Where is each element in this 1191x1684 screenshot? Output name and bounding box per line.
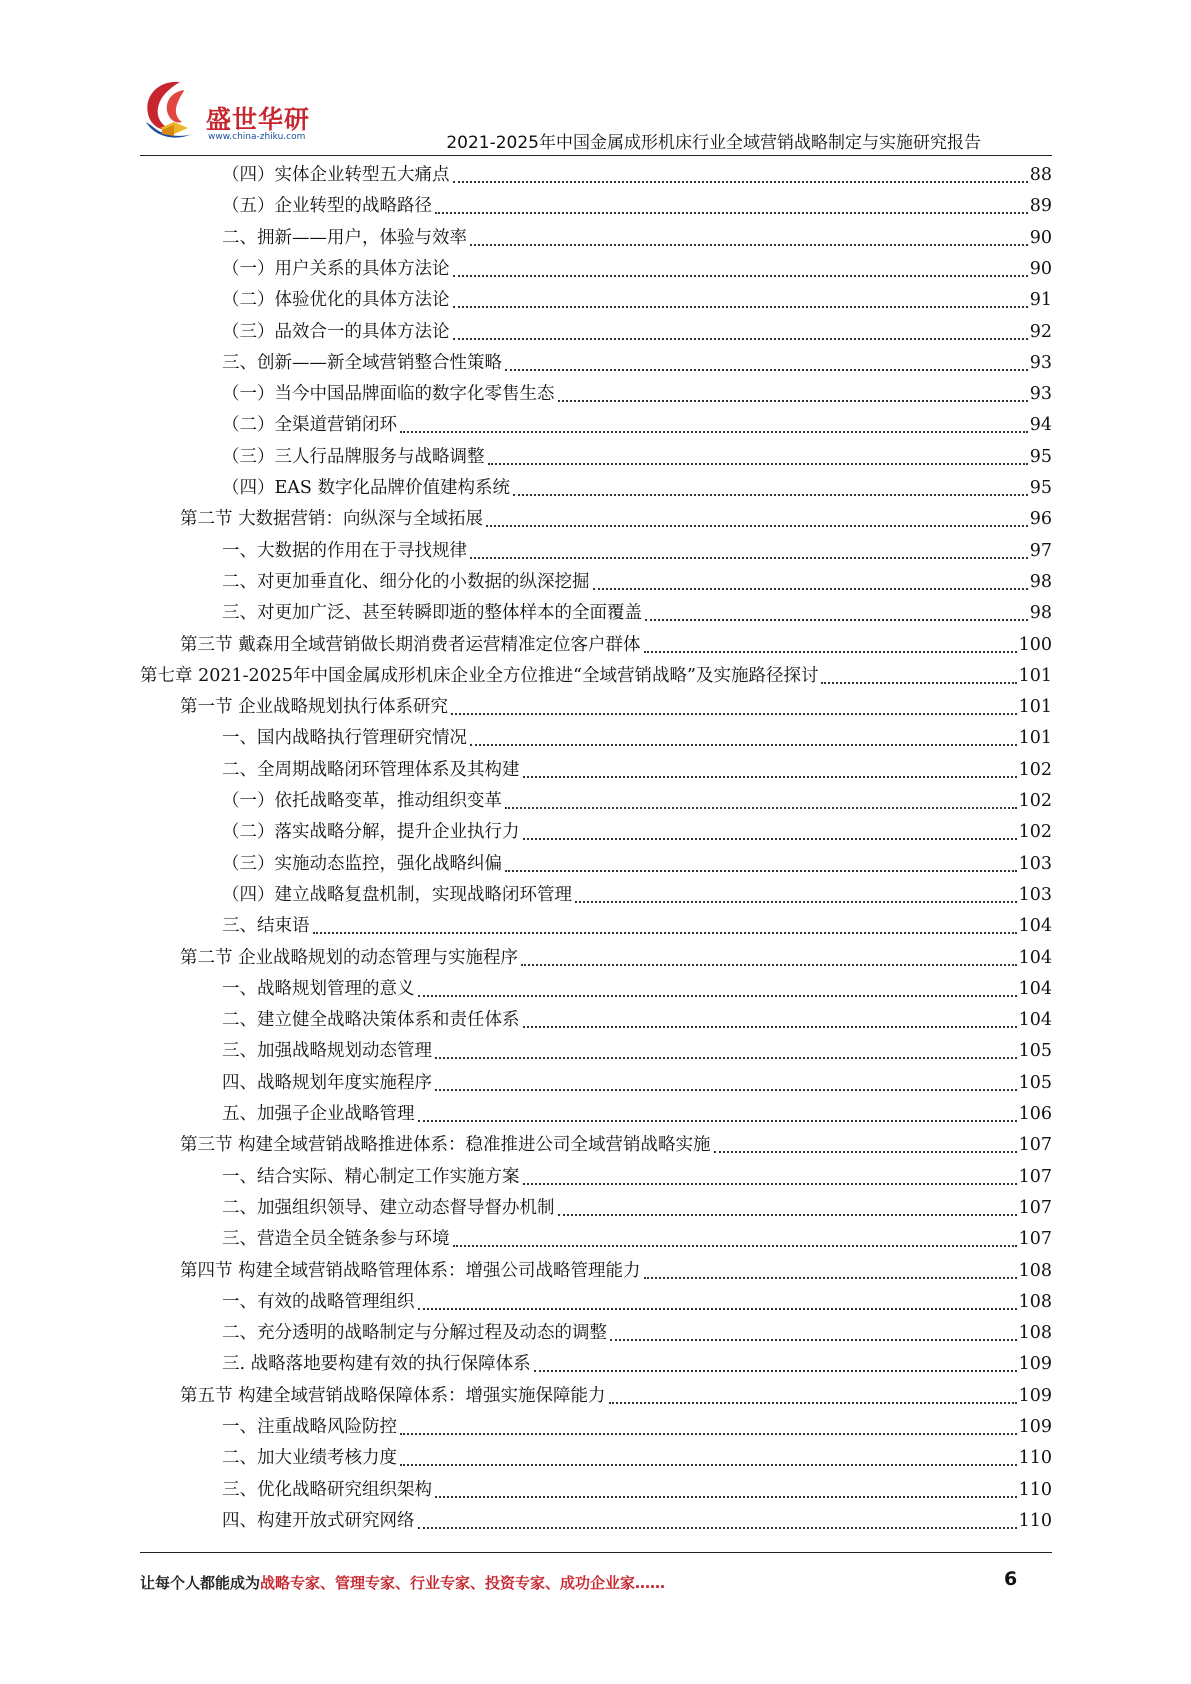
toc-dot-leader: [470, 744, 1017, 746]
toc-entry-page: 96: [1029, 509, 1052, 530]
toc-entry-page: 98: [1029, 603, 1052, 624]
toc-entry-page: 109: [1018, 1354, 1052, 1375]
toc-dot-leader: [453, 338, 1028, 340]
toc-entry-page: 103: [1018, 853, 1052, 874]
toc-entry-label: （四）实体企业转型五大痛点: [222, 165, 450, 185]
toc-entry-label: 二、拥新——用户，体验与效率: [222, 227, 467, 248]
toc-entry[interactable]: [222, 223, 1052, 254]
toc-dot-leader: [313, 932, 1017, 934]
toc-entry-page: 90: [1029, 258, 1052, 279]
toc-dot-leader: [558, 1214, 1017, 1216]
toc-entry-page: 98: [1029, 571, 1052, 592]
toc-dot-leader: [418, 1120, 1017, 1122]
toc-entry-label: 一、国内战略执行管理研究情况: [222, 728, 467, 749]
toc-entry-label: （五）企业转型的战略路径: [222, 196, 432, 217]
toc-dot-leader: [644, 651, 1017, 653]
toc-entry[interactable]: [222, 598, 1052, 629]
toc-entry-page: 108: [1018, 1291, 1052, 1312]
toc-entry[interactable]: [222, 849, 1052, 880]
header-divider: [140, 155, 1052, 156]
toc-entry-page: 110: [1018, 1448, 1052, 1469]
toc-entry-page: 97: [1029, 540, 1052, 561]
toc-entry[interactable]: [222, 786, 1052, 817]
toc-entry[interactable]: [222, 1443, 1052, 1474]
toc-entry-page: 109: [1018, 1417, 1052, 1437]
toc-dot-leader: [575, 901, 1017, 903]
toc-entry-page: 104: [1018, 916, 1052, 937]
toc-entry-page: 101: [1018, 665, 1052, 686]
logo-url: www.china-zhiku.com: [208, 132, 306, 142]
toc-entry-page: 102: [1018, 822, 1052, 843]
slogan-prefix: 让每个人都能成为: [140, 1574, 261, 1592]
logo-name: 盛世华研: [206, 105, 311, 134]
toc-dot-leader: [609, 1402, 1017, 1404]
toc-entry-label: （三）实施动态监控，强化战略纠偏: [222, 853, 502, 874]
toc-entry-label: 一、有效的战略管理组织: [222, 1291, 415, 1312]
toc-entry-label: 第三节 戴森用全域营销做长期消费者运营精准定位客户群体: [180, 634, 641, 655]
toc-dot-leader: [418, 1527, 1017, 1529]
toc-entry-label: 三. 战略落地要构建有效的执行保障体系: [222, 1354, 531, 1375]
toc-entry[interactable]: [222, 254, 1052, 285]
toc-entry-label: （四）建立战略复盘机制，实现战略闭环管理: [222, 884, 572, 905]
toc-entry-label: 二、充分透明的战略制定与分解过程及动态的调整: [222, 1323, 607, 1344]
footer-divider: [140, 1552, 1052, 1553]
toc-entry-label: （三）三人行品牌服务与战略调整: [222, 446, 485, 467]
toc-entry-label: 三、创新——新全域营销整合性策略: [222, 352, 502, 373]
toc-dot-leader: [714, 1151, 1017, 1153]
toc-entry-label: 二、全周期战略闭环管理体系及其构建: [222, 759, 520, 780]
toc-entry-page: 105: [1018, 1041, 1052, 1062]
toc-entry[interactable]: [222, 1068, 1052, 1099]
toc-entry[interactable]: [222, 911, 1052, 942]
toc-entry-label: 第五节 构建全域营销战略保障体系：增强实施保障能力: [180, 1385, 606, 1406]
toc-entry-label: 第一节 企业战略规划执行体系研究: [180, 697, 449, 718]
toc-dot-leader: [400, 1433, 1017, 1435]
toc-entry-label: 三、结束语: [222, 916, 310, 937]
toc-entry-label: 三、优化战略研究组织架构: [222, 1479, 432, 1500]
toc-entry-label: 四、战略规划年度实施程序: [222, 1072, 432, 1093]
toc-entry[interactable]: [180, 1381, 1052, 1412]
toc-entry-page: 107: [1018, 1135, 1052, 1156]
toc-dot-leader: [435, 1089, 1017, 1091]
toc-entry-label: 第二节 企业战略规划的动态管理与实施程序: [180, 947, 519, 968]
toc-entry-label: （四）EAS 数字化品牌价值建构系统: [222, 478, 510, 498]
toc-dot-leader: [418, 1308, 1017, 1310]
toc-dot-leader: [486, 525, 1028, 527]
toc-dot-leader: [523, 1026, 1017, 1028]
toc-entry[interactable]: [222, 1193, 1052, 1224]
toc-entry-page: 93: [1029, 384, 1052, 405]
toc-entry-page: 104: [1018, 1010, 1052, 1031]
toc-dot-leader: [453, 1245, 1017, 1247]
toc-entry[interactable]: [180, 692, 1052, 723]
toc-dot-leader: [821, 682, 1016, 684]
toc-entry-page: 108: [1018, 1323, 1052, 1344]
toc-entry-page: 101: [1018, 728, 1052, 749]
toc-entry-page: 89: [1029, 196, 1052, 217]
toc-dot-leader: [610, 1339, 1017, 1341]
toc-dot-leader: [453, 181, 1028, 183]
toc-entry-page: 107: [1018, 1229, 1052, 1250]
toc-dot-leader: [435, 1496, 1017, 1498]
toc-dot-leader: [505, 807, 1017, 809]
toc-entry-page: 102: [1018, 759, 1052, 780]
toc-entry[interactable]: [180, 630, 1052, 661]
toc-entry-page: 110: [1018, 1479, 1052, 1500]
toc-entry-label: 四、构建开放式研究网络: [222, 1510, 415, 1531]
toc-entry[interactable]: [222, 1099, 1052, 1130]
toc-entry-label: 二、加大业绩考核力度: [222, 1448, 397, 1469]
toc-dot-leader: [400, 431, 1028, 433]
toc-entry-label: 五、加强子企业战略管理: [222, 1104, 415, 1124]
toc-entry[interactable]: [222, 191, 1052, 222]
toc-entry-label: （二）体验优化的具体方法论: [222, 290, 450, 311]
toc-entry-page: 100: [1018, 634, 1052, 655]
toc-dot-leader: [453, 306, 1028, 308]
toc-dot-leader: [453, 275, 1028, 277]
toc-entry-page: 108: [1018, 1260, 1052, 1281]
toc-dot-leader: [470, 244, 1028, 246]
toc-entry-label: 第三节 构建全域营销战略推进体系：稳准推进公司全域营销战略实施: [180, 1135, 711, 1156]
toc-entry[interactable]: [222, 1162, 1052, 1193]
toc-entry[interactable]: [222, 1318, 1052, 1349]
toc-entry-label: 三、营造全员全链条参与环境: [222, 1229, 450, 1250]
toc-entry-page: 101: [1018, 697, 1052, 718]
toc-entry[interactable]: [222, 1005, 1052, 1036]
toc-entry-page: 88: [1029, 165, 1052, 185]
toc-entry-label: 第二节 大数据营销：向纵深与全域拓展: [180, 509, 484, 530]
toc-dot-leader: [523, 838, 1017, 840]
toc-entry-page: 107: [1018, 1166, 1052, 1187]
toc-entry-label: 第四节 构建全域营销战略管理体系：增强公司战略管理能力: [180, 1260, 641, 1281]
footer-slogan: [140, 1572, 665, 1593]
toc-dot-leader: [505, 369, 1028, 371]
toc-entry[interactable]: [140, 661, 1052, 692]
toc-entry[interactable]: [222, 817, 1052, 848]
toc-dot-leader: [488, 463, 1028, 465]
toc-entry-label: （三）品效合一的具体方法论: [222, 321, 450, 342]
toc-dot-leader: [523, 1183, 1017, 1185]
toc-entry-page: 95: [1029, 446, 1052, 467]
toc-dot-leader: [451, 713, 1017, 715]
page-header: [0, 0, 1191, 160]
toc-dot-leader: [645, 619, 1028, 621]
toc-entry[interactable]: [222, 160, 1052, 191]
toc-dot-leader: [644, 1277, 1017, 1279]
toc-entry-page: 93: [1029, 352, 1052, 373]
toc-entry-label: 一、战略规划管理的意义: [222, 978, 415, 999]
toc-entry[interactable]: [222, 1287, 1052, 1318]
toc-entry-page: 106: [1018, 1104, 1052, 1124]
toc-entry[interactable]: [222, 285, 1052, 316]
toc-dot-leader: [521, 964, 1017, 966]
toc-entry[interactable]: [180, 1130, 1052, 1161]
toc-entry[interactable]: [222, 1475, 1052, 1506]
toc-entry[interactable]: [222, 567, 1052, 598]
slogan-highlight: 战略专家、管理专家、行业专家、投资专家、成功企业家……: [260, 1574, 666, 1592]
toc-dot-leader: [435, 212, 1028, 214]
toc-entry-page: 104: [1018, 947, 1052, 968]
toc-entry-label: （一）依托战略变革，推动组织变革: [222, 791, 502, 811]
toc-entry-page: 107: [1018, 1197, 1052, 1218]
toc-entry-page: 102: [1018, 791, 1052, 811]
toc-entry-page: 110: [1018, 1510, 1052, 1531]
company-logo: [140, 78, 320, 148]
toc-dot-leader: [505, 870, 1017, 872]
page-number: 6: [1004, 1568, 1018, 1590]
toc-entry-label: 二、建立健全战略决策体系和责任体系: [222, 1010, 520, 1031]
toc-entry-label: 三、加强战略规划动态管理: [222, 1041, 432, 1062]
toc-dot-leader: [534, 1370, 1017, 1372]
toc-entry[interactable]: [222, 755, 1052, 786]
toc-entry[interactable]: [222, 473, 1052, 504]
toc-entry-page: 94: [1029, 415, 1052, 436]
toc-entry-page: 92: [1029, 321, 1052, 342]
toc-entry-label: 二、加强组织领导、建立动态督导督办机制: [222, 1197, 555, 1218]
toc-entry[interactable]: [222, 348, 1052, 379]
toc-entry-page: 105: [1018, 1072, 1052, 1093]
toc-entry-label: 二、对更加垂直化、细分化的小数据的纵深挖掘: [222, 571, 590, 592]
toc-entry[interactable]: [180, 943, 1052, 974]
toc-dot-leader: [418, 995, 1017, 997]
toc-entry-label: （一）用户关系的具体方法论: [222, 258, 450, 279]
toc-entry[interactable]: [222, 880, 1052, 911]
toc-entry-page: 90: [1029, 227, 1052, 248]
toc-entry-label: （二）落实战略分解，提升企业执行力: [222, 822, 520, 843]
toc-dot-leader: [523, 776, 1017, 778]
toc-entry-label: 一、大数据的作用在于寻找规律: [222, 540, 467, 561]
toc-dot-leader: [400, 1464, 1017, 1466]
toc-entry-page: 95: [1029, 478, 1052, 498]
toc-entry[interactable]: [222, 1349, 1052, 1380]
toc-dot-leader: [470, 557, 1028, 559]
toc-entry[interactable]: [180, 1256, 1052, 1287]
toc-entry[interactable]: [222, 317, 1052, 348]
toc-entry[interactable]: [222, 723, 1052, 754]
toc-entry-label: 三、对更加广泛、甚至转瞬即逝的整体样本的全面覆盖: [222, 603, 642, 624]
toc-entry[interactable]: [222, 379, 1052, 410]
toc-dot-leader: [558, 400, 1028, 402]
toc-entry[interactable]: [222, 536, 1052, 567]
toc-entry-page: 103: [1018, 884, 1052, 905]
toc-entry[interactable]: [222, 410, 1052, 441]
toc-dot-leader: [593, 588, 1028, 590]
toc-entry[interactable]: [222, 1036, 1052, 1067]
report-title: 2021-2025年中国金属成形机床行业全域营销战略制定与实施研究报告: [446, 133, 981, 153]
toc-entry[interactable]: [222, 442, 1052, 473]
logo-swirl-icon: [140, 78, 204, 144]
toc-entry[interactable]: [222, 1506, 1052, 1537]
toc-entry[interactable]: [222, 974, 1052, 1005]
toc-entry-label: （一）当今中国品牌面临的数字化零售生态: [222, 384, 555, 405]
toc-entry-label: 一、结合实际、精心制定工作实施方案: [222, 1166, 520, 1187]
toc-entry[interactable]: [222, 1224, 1052, 1255]
toc-entry-label: 第七章 2021-2025年中国金属成形机床企业全方位推进“全域营销战略”及实施路径探讨: [140, 665, 819, 686]
toc-entry-page: 109: [1018, 1385, 1052, 1406]
toc-entry[interactable]: [180, 504, 1052, 535]
toc-dot-leader: [513, 494, 1028, 496]
toc-entry[interactable]: [222, 1412, 1052, 1443]
toc-entry-label: （二）全渠道营销闭环: [222, 415, 397, 436]
toc-entry-page: 104: [1018, 978, 1052, 999]
toc-entry-page: 91: [1029, 290, 1052, 311]
toc-entry-label: 一、注重战略风险防控: [222, 1417, 397, 1437]
toc-dot-leader: [435, 1057, 1017, 1059]
